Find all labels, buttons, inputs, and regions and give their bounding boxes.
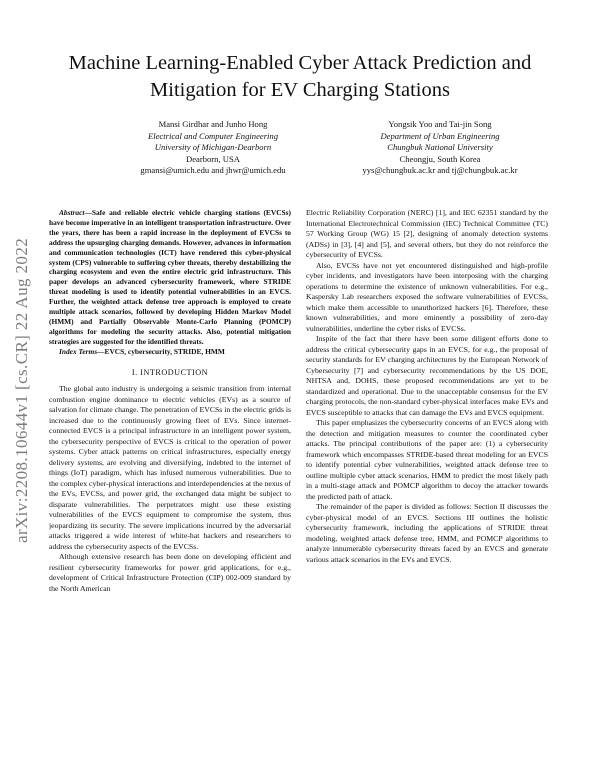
author-email[interactable]: yys@chungbuk.ac.kr and tj@chungbuk.ac.kr (362, 165, 518, 176)
index-terms (49, 347, 291, 357)
author-email[interactable]: gmansi@umich.edu and jhwr@umich.edu (140, 165, 286, 176)
body-paragraph: This paper emphasizes the cybersecurity concerns of an EVCS along with the detection and mitigation measures to counter the coordinated cyber attacks. The principal contributions of the paper are: (1) a cybersecurity framework which encompasses STRIDE-based threat modeling for an EVCS to identify potential cyber vulnerabilities, weighted attack defense tree to outline multiple cyber attack scenarios, HMM to predict the most likely path in a multi-stage attack and POMCP algorithm to decoy the attacker towards the predicted path of attack. (306, 418, 548, 501)
right-column (306, 208, 548, 768)
index-terms-label: Index Terms (59, 346, 98, 356)
paper-title: Machine Learning-Enabled Cyber Attack Prediction and Mitigation for EV Charging Stations (68, 52, 532, 101)
author-location: Cheongju, South Korea (399, 153, 481, 164)
author-institution: University of Michigan-Dearborn (154, 142, 272, 153)
arxiv-stamp: arXiv:2208.10644v1 [cs.CR] 22 Aug 2022 (12, 237, 31, 543)
index-terms-text: —EVCS, cybersecurity, STRIDE, HMM (97, 346, 225, 356)
body-paragraph: Also, EVCSs have not yet encountered distinguished and high-profile cyber incidents, and investigators have been interposing with the charging operations to determine the existence of unknown vulnerabilities. For e.g., Kaspersky Lab researchers exposed the software vulnerabilities of EVCSs, which make them accessible to unauthorized hackers [6]. Therefore, these known vulnerabilities, and more eminently a possibility of zero-day vulnerabilities, underline the cyber risks of EVCSs. (306, 260, 548, 333)
abstract-label: Abstract (59, 208, 85, 217)
body-paragraph: The remainder of the paper is divided as follows: Section II discusses the cyber-physical model of an EVCS. Sections III outlines the holistic cybersecurity framework, including the applications of STRIDE threat modeling, weighted attack defense tree, HMM, and POMCP algorithms to analyze innumerable cybersecurity threats faced by an EVCS and generate various attack scenarios in the EVs and EVCS. (306, 502, 548, 564)
abstract-text: —Safe and reliable electric vehicle charging stations (EVCSs) have become imperative in an intelligent transportation infrastructure. Over the years, there has been a rapid increase in the deployment of EVCSs to address the upsurging charging demands. However, advances in information and communication technologies (ICT) have rendered this cyber-physical system (CPS) vulnerable to suffering cyber threats, thereby destabilizing the charging ecosystem and even the entire electric grid infrastructure. This paper develops an advanced cybersecurity framework, where STRIDE threat modeling is used to identify potential vulnerabilities in an EVCS. Further, the weighted attack defense tree approach is employed to create multiple attack scenarios, followed by developing Hidden Markov Model (HMM) and Partially Observable Monte-Carlo Planning (POMCP) algorithms for modeling the security attacks. Also, potential mitigation strategies are suggested for the identified threats. (49, 208, 291, 346)
section-heading: I. INTRODUCTION (131, 367, 209, 377)
body-paragraph: Inspite of the fact that there have been some diligent efforts done to address the critical cybersecurity gaps in an EVCS, for e.g., the proposal of security standards for EV charging architectures by the European Network of Cybersecurity [7] and cybersecurity recommendations by the US DOE, NHTSA and, DOHS, these proposed recommendations are yet to be standardized and operational. Due to the unacceptable consensus for the EV charging protocols, the non-standard cyber-physical interfaces make EVs and EVCS susceptible to attacks that can damage the EVs and EVCS equipment. (306, 334, 548, 417)
body-paragraph: Although extensive research has been done on developing efficient and resilient cybersecurity frameworks for power grid applications, for e.g., development of Critical Infrastructure Protection (CIP) 002-009 standard by the North American (49, 552, 291, 593)
author-block-1 (88, 119, 338, 177)
left-column (49, 208, 291, 768)
body-paragraph: The global auto industry is undergoing a seismic transition from internal combustion engine dominance to electric vehicles (EVs) as a source of salvation for climate change. The penetration of EVCSs in the electric grids is increased due to the continuously growing fleet of EVs. Since internet-connected EVCS is a principal infrastructure in an intelligent power system, the cybersecurity perspective of EVCS is critical to the operation of power systems. Cyber attack patterns on critical infrastructures, especially energy delivery systems, are evolving and diversifying, indebted to the internet of things (IoT) paradigm, which has infused numerous vulnerabilities. Due to the complex cyber-physical interactions and interdependencies at the nexus of the EVs, EVCSs, and power grid, the exchanged data might be subject to disparate vulnerabilities. The perpetrators might use these existing vulnerabilities of the EVCS equipment to compromise the system, thus jeopardizing its security. The severe implications incurred by the adversarial attacks triggered a wide interest of white-hat hackers and researchers to address the cybersecurity aspects of the EVCSs. (49, 384, 291, 551)
author-block-2 (315, 119, 565, 177)
author-names: Yongsik Yoo and Tai-jin Song (388, 119, 492, 129)
author-department: Electrical and Computer Engineering (147, 130, 279, 141)
author-names: Mansi Girdhar and Junho Hong (158, 119, 268, 129)
author-institution: Chungbuk National University (387, 142, 493, 153)
abstract (49, 208, 291, 347)
author-department: Department of Urban Engineering (380, 130, 500, 141)
author-location: Dearborn, USA (186, 153, 240, 164)
body-paragraph: Electric Reliability Corporation (NERC) [1], and IEC 62351 standard by the International Electrotechnical Commission (IEC) Technical Committee (TC) 57 Working Group (WG) 15 [2], designing of anomaly detection systems (ADSs) in [3], [4] and [5], and several others, but they do not reinforce the cybersecurity of EVCSs. (306, 208, 548, 259)
